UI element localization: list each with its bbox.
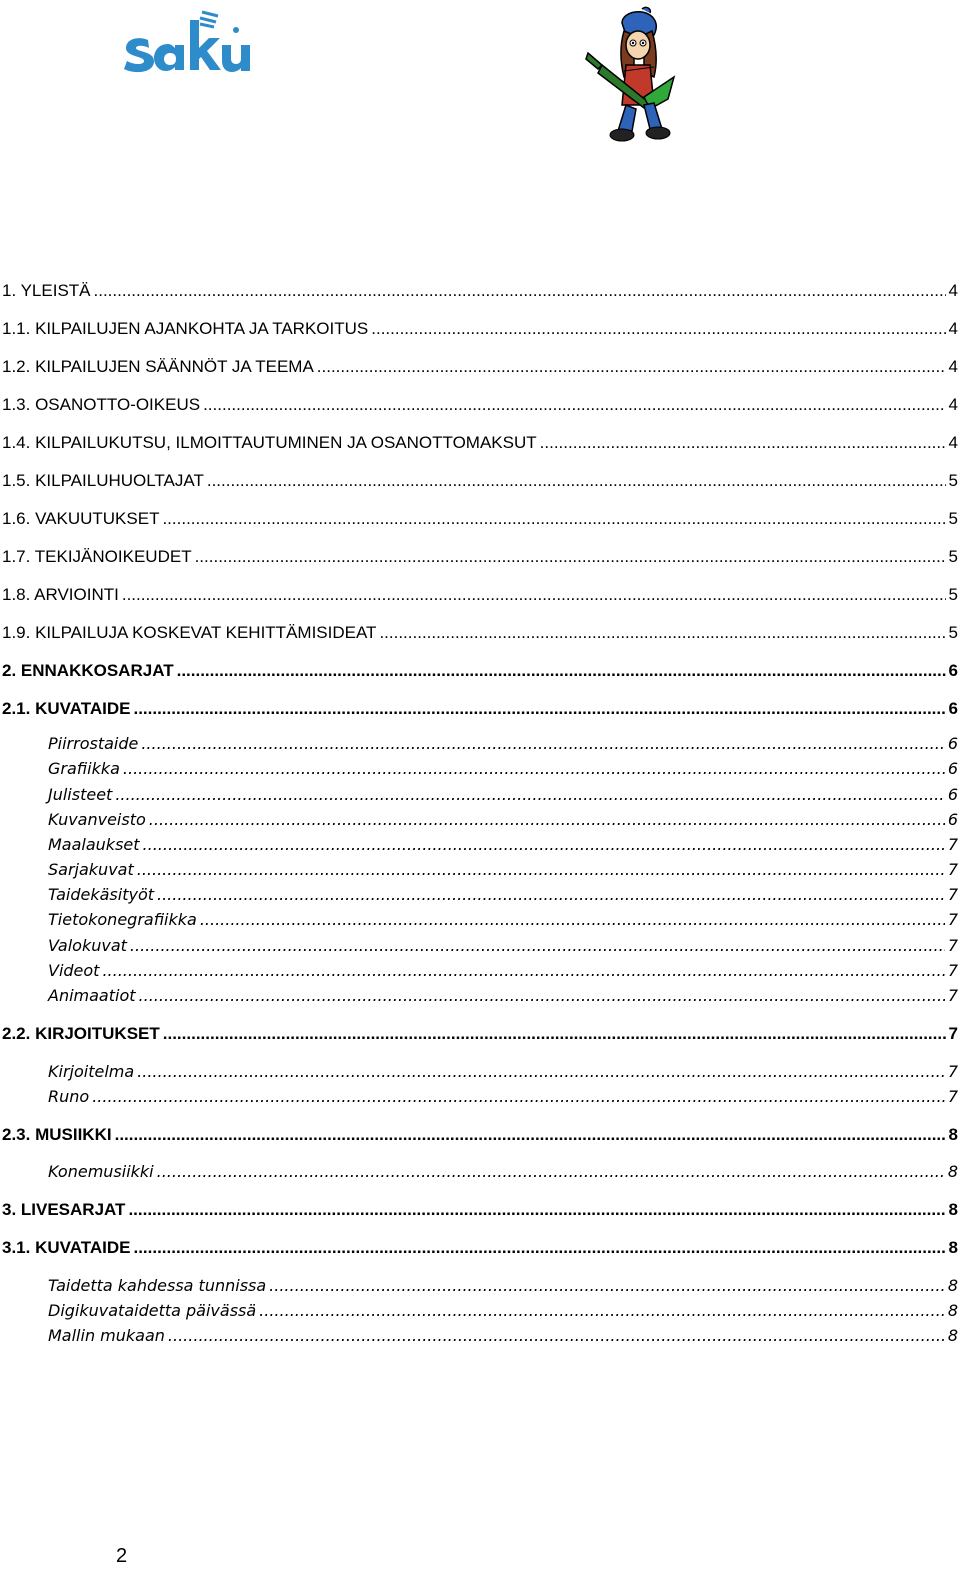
toc-entry-page: 7 bbox=[948, 1024, 958, 1043]
toc-entry-title: 2.3. MUSIIKKI bbox=[2, 1125, 112, 1144]
toc-leader-dots bbox=[123, 759, 945, 778]
toc-leader-dots bbox=[141, 734, 944, 753]
toc-entry[interactable] bbox=[2, 547, 958, 567]
toc-entry-title: Tietokonegrafiikka bbox=[48, 910, 197, 929]
toc-entry[interactable] bbox=[2, 699, 958, 719]
toc-entry-title: Taidetta kahdessa tunnissa bbox=[48, 1276, 267, 1295]
toc-leader-dots bbox=[157, 1162, 945, 1181]
page-number: 2 bbox=[116, 1545, 128, 1567]
toc-entry-page: 5 bbox=[948, 509, 958, 528]
toc-leader-dots bbox=[177, 661, 946, 681]
toc-entry-title: Taidekäsityöt bbox=[48, 885, 154, 904]
toc-leader-dots bbox=[137, 860, 945, 879]
toc-entry-title: Sarjakuvat bbox=[48, 860, 134, 879]
toc-entry-page: 7 bbox=[947, 936, 958, 955]
toc-entry-page: 8 bbox=[947, 1276, 958, 1295]
toc-entry-title: Kirjoitelma bbox=[48, 1062, 135, 1081]
toc-entry-page: 7 bbox=[947, 860, 958, 879]
toc-leader-dots bbox=[133, 1238, 945, 1258]
toc-entry-title: 3.1. KUVATAIDE bbox=[2, 1238, 131, 1257]
toc-leader-dots bbox=[157, 885, 945, 904]
toc-entry[interactable] bbox=[48, 885, 958, 904]
toc-entry[interactable] bbox=[2, 623, 958, 643]
toc-entry[interactable] bbox=[48, 759, 958, 778]
toc-leader-dots bbox=[115, 785, 944, 804]
toc-entry-page: 7 bbox=[947, 835, 958, 854]
toc-leader-dots bbox=[128, 1200, 945, 1220]
toc-leader-dots bbox=[115, 1125, 946, 1145]
toc-entry[interactable] bbox=[2, 281, 958, 301]
toc-entry-title: 2. ENNAKKOSARJAT bbox=[2, 661, 174, 680]
toc-leader-dots bbox=[149, 810, 945, 829]
toc-entry[interactable] bbox=[2, 585, 958, 605]
toc-entry-page: 5 bbox=[948, 623, 958, 642]
toc-entry-title: Digikuvataidetta päivässä bbox=[48, 1301, 257, 1320]
toc-leader-dots bbox=[371, 319, 945, 339]
toc-leader-dots bbox=[162, 509, 945, 529]
toc-entry[interactable] bbox=[2, 433, 958, 453]
toc-entry-page: 5 bbox=[948, 471, 958, 490]
toc-entry[interactable] bbox=[2, 1024, 958, 1044]
toc-entry-page: 6 bbox=[947, 734, 958, 753]
toc-entry-page: 4 bbox=[948, 433, 958, 452]
toc-leader-dots bbox=[102, 961, 944, 980]
toc-leader-dots bbox=[540, 433, 946, 453]
toc-leader-dots bbox=[130, 936, 945, 955]
toc-entry[interactable] bbox=[48, 1162, 958, 1181]
toc-entry-page: 4 bbox=[948, 319, 958, 338]
toc-leader-dots bbox=[133, 699, 945, 719]
toc-entry-title: Piirrostaide bbox=[48, 734, 139, 753]
toc-entry-title: 1.7. TEKIJÄNOIKEUDET bbox=[2, 547, 192, 566]
toc-entry[interactable] bbox=[48, 734, 958, 753]
toc-entry-page: 4 bbox=[948, 395, 958, 414]
toc-entry-page: 5 bbox=[948, 585, 958, 604]
toc-entry-page: 7 bbox=[947, 1087, 958, 1106]
toc-entry-page: 4 bbox=[948, 281, 958, 300]
toc-leader-dots bbox=[379, 623, 945, 643]
toc-entry-title: Animaatiot bbox=[48, 986, 136, 1005]
toc-entry-title: Videot bbox=[48, 961, 100, 980]
toc-leader-dots bbox=[200, 910, 945, 929]
toc-entry-page: 6 bbox=[947, 810, 958, 829]
toc-entry-page: 7 bbox=[947, 1062, 958, 1081]
toc-leader-dots bbox=[122, 585, 946, 605]
toc-entry-title: Kuvanveisto bbox=[48, 810, 146, 829]
toc-entry[interactable] bbox=[2, 471, 958, 491]
toc-entry[interactable] bbox=[48, 1087, 958, 1106]
toc-entry-page: 7 bbox=[947, 910, 958, 929]
toc-entry-page: 6 bbox=[948, 699, 958, 718]
toc-entry-title: 1.1. KILPAILUJEN AJANKOHTA JA TARKOITUS bbox=[2, 319, 369, 338]
toc-leader-dots bbox=[94, 281, 946, 301]
toc-entry[interactable] bbox=[2, 661, 958, 681]
toc-leader-dots bbox=[139, 986, 945, 1005]
toc-entry-title: 1. YLEISTÄ bbox=[2, 281, 91, 300]
toc-leader-dots bbox=[195, 547, 946, 567]
toc-leader-dots bbox=[269, 1276, 945, 1295]
toc-leader-dots bbox=[163, 1024, 946, 1044]
toc-entry-title: 1.9. KILPAILUJA KOSKEVAT KEHITTÄMISIDEAT bbox=[2, 623, 377, 642]
toc-entry-page: 7 bbox=[947, 961, 958, 980]
toc-entry-page: 6 bbox=[947, 785, 958, 804]
toc-entry[interactable] bbox=[48, 785, 958, 804]
toc-entry[interactable] bbox=[2, 1200, 958, 1220]
toc-leader-dots bbox=[168, 1326, 945, 1345]
toc-entry-title: Valokuvat bbox=[48, 936, 127, 955]
toc-entry-title: Konemusiikki bbox=[48, 1162, 154, 1181]
toc-entry-title: 2.1. KUVATAIDE bbox=[2, 699, 131, 718]
toc-entry-page: 8 bbox=[947, 1326, 958, 1345]
toc-entry-title: Mallin mukaan bbox=[48, 1326, 165, 1345]
toc-entry[interactable] bbox=[2, 319, 958, 339]
toc-entry-page: 8 bbox=[947, 1301, 958, 1320]
toc-entry-page: 8 bbox=[948, 1200, 958, 1219]
toc-entry[interactable] bbox=[48, 810, 958, 829]
toc-entry-title: 2.2. KIRJOITUKSET bbox=[2, 1024, 160, 1043]
toc-entry-page: 5 bbox=[948, 547, 958, 566]
toc-entry[interactable] bbox=[48, 860, 958, 879]
toc-entry-page: 8 bbox=[948, 1238, 958, 1257]
toc-entry[interactable] bbox=[2, 509, 958, 529]
toc-entry-page: 8 bbox=[948, 1125, 958, 1144]
toc-entry[interactable] bbox=[2, 395, 958, 415]
toc-entry[interactable] bbox=[48, 936, 958, 955]
toc-entry-title: 1.5. KILPAILUHUOLTAJAT bbox=[2, 471, 204, 490]
toc-entry-title: Julisteet bbox=[48, 785, 113, 804]
toc-entry-title: 1.4. KILPAILUKUTSU, ILMOITTAUTUMINEN JA OSANOTTOMAKSUT bbox=[2, 433, 537, 452]
toc-entry[interactable] bbox=[48, 961, 958, 980]
toc-entry[interactable] bbox=[2, 1125, 958, 1145]
toc-entry[interactable] bbox=[48, 1062, 958, 1081]
toc-leader-dots bbox=[143, 835, 945, 854]
toc-entry-title: 1.6. VAKUUTUKSET bbox=[2, 509, 160, 528]
toc-entry-title: Runo bbox=[48, 1087, 90, 1106]
toc-entry-page: 7 bbox=[947, 885, 958, 904]
toc-entry-page: 8 bbox=[947, 1162, 958, 1181]
toc-entry-page: 6 bbox=[947, 759, 958, 778]
toc-leader-dots bbox=[203, 395, 945, 415]
toc-entry-page: 7 bbox=[947, 986, 958, 1005]
toc-entry[interactable] bbox=[2, 357, 958, 377]
toc-entry[interactable] bbox=[48, 835, 958, 854]
toc-entry-title: 3. LIVESARJAT bbox=[2, 1200, 126, 1219]
toc-leader-dots bbox=[317, 357, 946, 377]
toc-leader-dots bbox=[92, 1087, 945, 1106]
toc-entry[interactable] bbox=[48, 1326, 958, 1345]
toc-entry-title: Maalaukset bbox=[48, 835, 140, 854]
toc-leader-dots bbox=[207, 471, 946, 491]
toc-entry[interactable] bbox=[2, 1238, 958, 1258]
toc-entry-title: 1.3. OSANOTTO-OIKEUS bbox=[2, 395, 201, 414]
toc-entry[interactable] bbox=[48, 910, 958, 929]
toc-entry-page: 4 bbox=[948, 357, 958, 376]
toc-leader-dots bbox=[259, 1301, 945, 1320]
toc-entry[interactable] bbox=[48, 986, 958, 1005]
toc-entry-title: 1.2. KILPAILUJEN SÄÄNNÖT JA TEEMA bbox=[2, 357, 314, 376]
toc-leader-dots bbox=[137, 1062, 945, 1081]
toc-entry-title: Grafiikka bbox=[48, 759, 120, 778]
toc-entry-title: 1.8. ARVIOINTI bbox=[2, 585, 119, 604]
toc-entry[interactable] bbox=[48, 1276, 958, 1295]
toc-entry[interactable] bbox=[48, 1301, 958, 1320]
toc-entry-page: 6 bbox=[948, 661, 958, 680]
